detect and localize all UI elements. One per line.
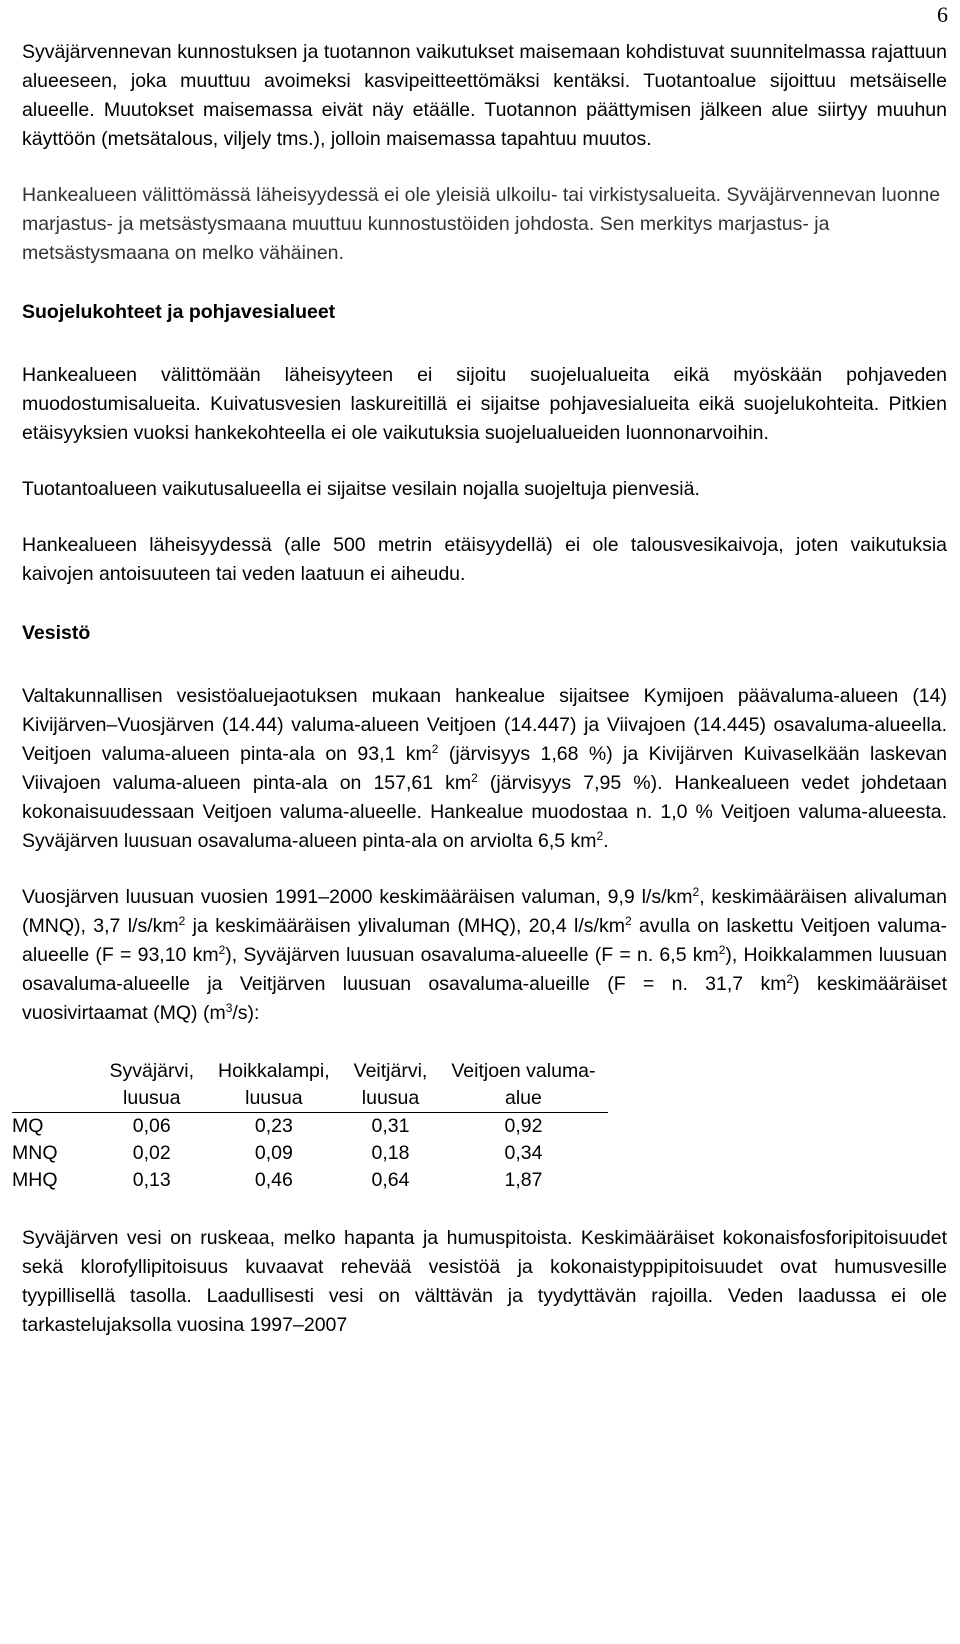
paragraph-landscape: Syväjärvennevan kunnostuksen ja tuotannon vaikutukset maisemaan kohdistuvat suunnitelmassa rajattuun alueeseen, joka muuttuu avoimeksi kasvipeitteettömäksi kentäksi. Tuotantoalue sijoittuu metsäiselle alueelle. Muutokset maisemassa eivät näy etäälle. Tuotannon päättymisen jälkeen alue siirtyy muuhun käyttöön (metsätalous, viljely tms.), jolloin maisemassa tapahtuu muutos. <box>22 41 947 150</box>
flow-table-corner <box>12 1058 98 1113</box>
table-cell: 0,06 <box>132 1115 171 1137</box>
paragraph-small-waters: Tuotantoalueen vaikutusalueella ei sijaitse vesilain nojalla suojeltuja pienvesiä. <box>22 478 700 500</box>
table-cell: 0,64 <box>371 1169 410 1191</box>
paragraph-water-quality: Syväjärven vesi on ruskeaa, melko hapanta ja humuspitoista. Keskimääräiset kokonaisfosforipitoisuudet sekä klorofyllipitoisuus kuvaavat rehevää vesistöä ja kokonaistyppipitoisuudet ovat humusvesille tyypillisellä tasolla. Laadullisesti vesi on välttävän ja tyydyttävän rajoilla. Veden laadussa ei ole tarkastelujaksolla vuosina 1997–2007 <box>22 1227 947 1336</box>
superscript-2: 2 <box>471 771 478 785</box>
table-cell: 0,02 <box>132 1142 171 1164</box>
table-row <box>12 1167 608 1194</box>
flow-text-8: /s): <box>232 1002 260 1024</box>
paragraph-wells: Hankealueen läheisyydessä (alle 500 metrin etäisyydellä) ei ole talousvesikaivoja, joten vaikutuksia kaivojen antoisuuteen tai veden laatuun ei aiheudu. <box>22 534 947 585</box>
superscript-2: 2 <box>624 914 632 928</box>
table-cell: 0,13 <box>132 1169 171 1191</box>
table-cell: 0,92 <box>504 1115 543 1137</box>
page-number: 6 <box>937 2 948 27</box>
catchment-text-1: Valtakunnallisen vesistöaluejaotuksen mukaan hankealue sijaitsee Kymijoen päävaluma-alueen (14) Kivijärven–Vuosjärven (14.44) valuma-alueen Veitjoen (14.447) ja Viivajoen (14.445) osavaluma-alueella. Veitjoen valuma-alueen pinta-ala on 93,1 km <box>22 685 947 765</box>
paragraph-recreation: Hankealueen välittömässä läheisyydessä ei ole yleisiä ulkoilu- tai virkistysalueita. Syväjärvennevan luonne marjastus- ja metsästysmaana muuttuu kunnostustöiden johdosta. Sen merkitys marjastus- ja metsästysmaana on melko vähäinen. <box>22 184 941 264</box>
paragraph-catchment <box>22 682 947 856</box>
flow-text-6: ), Hoikkalammen luusuan osavaluma-alueelle ja Veitjärven luusuan osavaluma-alueille (F = n. 31,7 km <box>22 944 947 995</box>
table-cell: 0,46 <box>254 1169 293 1191</box>
paragraph-protection: Hankealueen välittömään läheisyyteen ei sijoitu suojelualueita eikä myöskään pohjaveden muodostumisalueita. Kuivatusvesien laskureitillä ei sijaitse pohjavesialueita eikä suojelukohteita. Pitkien etäisyyksien vuoksi hankekohteella ei ole vaikutuksia suojelualueiden luonnonarvoihin. <box>22 364 947 444</box>
heading-protection: Suojelukohteet ja pohjavesialueet <box>22 301 336 323</box>
flow-text-1: Vuosjärven luusuan vuosien 1991–2000 keskimääräisen valuman, 9,9 l/s/km <box>22 886 693 908</box>
flow-table-header: Veitjoen valuma- alue <box>439 1058 607 1113</box>
table-row <box>12 1140 608 1167</box>
table-cell: 1,87 <box>504 1169 543 1191</box>
table-cell: 0,09 <box>254 1142 293 1164</box>
superscript-3: 3 <box>225 1001 233 1015</box>
flow-table-header: Syväjärvi, luusua <box>98 1058 207 1113</box>
heading-water-system: Vesistö <box>22 622 91 644</box>
flow-table-header-row <box>12 1058 608 1113</box>
flow-text-3: ja keskimääräisen ylivaluman (MHQ), 20,4 l/s/km <box>185 915 625 937</box>
superscript-2: 2 <box>718 943 726 957</box>
superscript-2: 2 <box>692 885 700 899</box>
table-cell: 0,31 <box>371 1115 410 1137</box>
table-cell: 0,18 <box>371 1142 410 1164</box>
catchment-text-2: (järvisyys 1,68 %) ja Kivijärven Kuivaselkään laskevan Viivajoen valuma-alueen pinta-ala on 157,61 km <box>22 743 947 794</box>
superscript-2: 2 <box>596 829 604 843</box>
catchment-text-3: (järvisyys 7,95 %). Hankealueen vedet johdetaan kokonaisuudessaan Veitjoen valuma-alueelle. Hankealue muodostaa n. 1,0 % Veitjoen valuma-alueesta. Syväjärven luusuan osavaluma-alueen pinta-ala on arviolta 6,5 km <box>22 772 947 852</box>
catchment-text-4: . <box>603 830 609 852</box>
row-label: MQ <box>12 1115 44 1137</box>
row-label: MNQ <box>12 1142 58 1164</box>
row-label: MHQ <box>12 1169 58 1191</box>
flow-text-2: , keskimääräisen alivaluman (MNQ), 3,7 l/s/km <box>22 886 947 937</box>
flow-text-4: avulla on laskettu Veitjoen valuma-alueelle (F = 93,10 km <box>22 915 947 966</box>
superscript-2: 2 <box>431 742 439 756</box>
flow-table-header: Veitjärvi, luusua <box>342 1058 440 1113</box>
flow-table-header: Hoikkalampi, luusua <box>206 1058 342 1113</box>
table-cell: 0,23 <box>254 1115 293 1137</box>
table-row <box>12 1113 608 1141</box>
superscript-2: 2 <box>178 914 186 928</box>
document-body <box>12 38 947 1340</box>
superscript-2: 2 <box>786 972 794 986</box>
flow-table <box>12 1058 608 1194</box>
flow-text-7: ) keskimääräiset vuosivirtaamat (MQ) (m <box>22 973 947 1024</box>
superscript-2: 2 <box>218 943 226 957</box>
flow-text-5: ), Syväjärven luusuan osavaluma-alueelle (F = n. 6,5 km <box>225 944 719 966</box>
paragraph-flow-calc <box>22 883 947 1028</box>
table-cell: 0,34 <box>504 1142 543 1164</box>
